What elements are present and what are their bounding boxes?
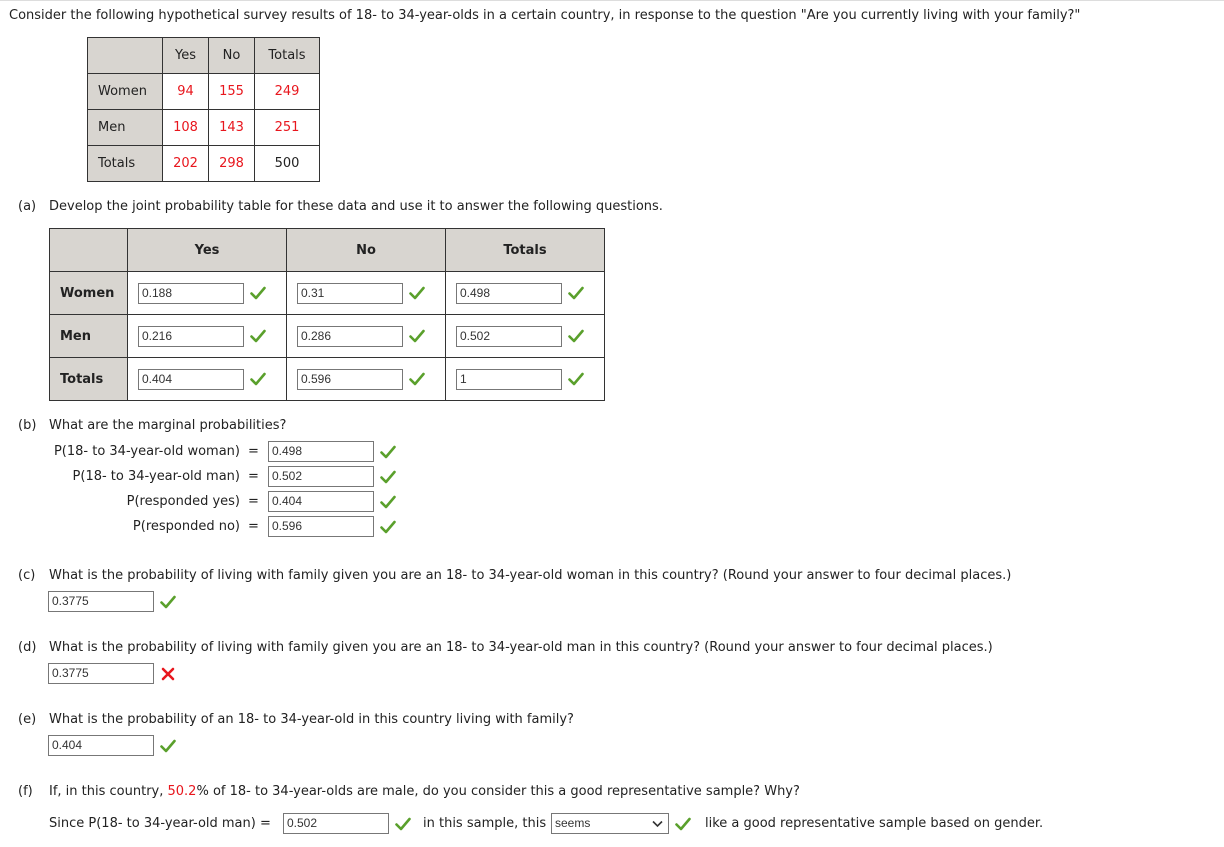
marginal-label-woman bbox=[28, 444, 240, 459]
equals-sign: = bbox=[248, 494, 259, 509]
check-icon bbox=[409, 329, 425, 343]
part-a-question: Develop the joint probability table for these data and use it to answer the following questions. bbox=[49, 199, 663, 214]
marginal-input-yes[interactable]: 0.404 bbox=[268, 491, 374, 512]
check-icon bbox=[409, 372, 425, 386]
marginal-input-man[interactable]: 0.502 bbox=[268, 466, 374, 487]
survey-cell: 94 bbox=[163, 74, 209, 110]
survey-cell: 155 bbox=[209, 74, 255, 110]
equals-sign: = bbox=[248, 469, 259, 484]
joint-row-label: Totals bbox=[50, 358, 128, 401]
survey-header-totals: Totals bbox=[255, 38, 320, 74]
survey-cell: 298 bbox=[209, 146, 255, 182]
table-row bbox=[50, 272, 605, 315]
part-f-question bbox=[49, 784, 800, 799]
joint-input-men-yes[interactable]: 0.216 bbox=[138, 326, 244, 347]
part-f-input[interactable]: 0.502 bbox=[283, 813, 389, 834]
marginal-label-text: P(18- to 34-year-old man) bbox=[72, 469, 240, 484]
survey-cell: 500 bbox=[255, 146, 320, 182]
check-icon bbox=[568, 372, 584, 386]
check-icon bbox=[675, 817, 691, 831]
joint-header-yes: Yes bbox=[128, 229, 287, 272]
part-a-letter: (a) bbox=[18, 199, 37, 214]
part-b-question: What are the marginal probabilities? bbox=[49, 418, 287, 433]
part-f-middle-text: in this sample, this bbox=[423, 816, 547, 831]
equals-sign: = bbox=[248, 444, 259, 459]
table-row bbox=[88, 110, 320, 146]
survey-table bbox=[87, 37, 320, 182]
joint-input-men-total[interactable]: 0.502 bbox=[456, 326, 562, 347]
joint-input-men-no[interactable]: 0.286 bbox=[297, 326, 403, 347]
survey-cell: 143 bbox=[209, 110, 255, 146]
survey-cell: 249 bbox=[255, 74, 320, 110]
survey-cell: 108 bbox=[163, 110, 209, 146]
table-row bbox=[88, 74, 320, 110]
check-icon bbox=[409, 286, 425, 300]
marginal-label-man bbox=[28, 469, 240, 484]
survey-row-label: Women bbox=[88, 74, 163, 110]
check-icon bbox=[380, 520, 396, 534]
check-icon bbox=[380, 495, 396, 509]
part-d-letter: (d) bbox=[18, 640, 37, 655]
joint-input-women-yes[interactable]: 0.188 bbox=[138, 283, 244, 304]
check-icon bbox=[250, 372, 266, 386]
survey-corner bbox=[88, 38, 163, 74]
marginal-input-no[interactable]: 0.596 bbox=[268, 516, 374, 537]
equals-sign: = bbox=[248, 519, 259, 534]
top-divider bbox=[0, 0, 1224, 1]
survey-header-yes: Yes bbox=[163, 38, 209, 74]
part-d-question: What is the probability of living with family given you are an 18- to 34-year-old man in this country? (Round your answer to four decimal places.) bbox=[49, 640, 993, 655]
joint-probability-table bbox=[49, 228, 605, 401]
part-d-input[interactable]: 0.3775 bbox=[48, 663, 154, 684]
part-f-select-value: seems bbox=[555, 816, 591, 830]
part-e-question: What is the probability of an 18- to 34-year-old in this country living with family? bbox=[49, 712, 574, 727]
check-icon bbox=[568, 286, 584, 300]
table-row bbox=[50, 315, 605, 358]
part-b-letter: (b) bbox=[18, 418, 37, 433]
joint-input-women-total[interactable]: 0.498 bbox=[456, 283, 562, 304]
part-f-question-post: % of 18- to 34-year-olds are male, do you consider this a good representative sample? Why? bbox=[196, 784, 800, 799]
marginal-label-text: P(responded yes) bbox=[126, 494, 240, 509]
survey-cell: 202 bbox=[163, 146, 209, 182]
check-icon bbox=[250, 329, 266, 343]
survey-cell: 251 bbox=[255, 110, 320, 146]
joint-header-no: No bbox=[287, 229, 446, 272]
part-f-end-text: like a good representative sample based on gender. bbox=[705, 816, 1044, 831]
joint-row-label: Women bbox=[50, 272, 128, 315]
check-icon bbox=[250, 286, 266, 300]
joint-input-totals-total[interactable]: 1 bbox=[456, 369, 562, 390]
part-e-input[interactable]: 0.404 bbox=[48, 735, 154, 756]
part-c-question: What is the probability of living with family given you are an 18- to 34-year-old woman in this country? (Round your answer to four decimal places.) bbox=[49, 568, 1012, 583]
joint-input-totals-no[interactable]: 0.596 bbox=[297, 369, 403, 390]
part-e-letter: (e) bbox=[18, 712, 37, 727]
check-icon bbox=[568, 329, 584, 343]
joint-input-totals-yes[interactable]: 0.404 bbox=[138, 369, 244, 390]
marginal-label-text: P(responded no) bbox=[132, 519, 240, 534]
part-c-letter: (c) bbox=[18, 568, 36, 583]
part-f-highlight: 50.2 bbox=[167, 784, 197, 799]
table-row bbox=[50, 358, 605, 401]
check-icon bbox=[160, 739, 176, 753]
part-f-since-label: Since P(18- to 34-year-old man) = bbox=[49, 816, 271, 831]
part-f-letter: (f) bbox=[18, 784, 33, 799]
check-icon bbox=[395, 817, 411, 831]
check-icon bbox=[380, 445, 396, 459]
joint-corner bbox=[50, 229, 128, 272]
joint-header-totals: Totals bbox=[446, 229, 605, 272]
survey-header-no: No bbox=[209, 38, 255, 74]
cross-icon bbox=[160, 667, 176, 681]
survey-row-label: Totals bbox=[88, 146, 163, 182]
part-f-question-pre: If, in this country, bbox=[49, 784, 168, 799]
joint-input-women-no[interactable]: 0.31 bbox=[297, 283, 403, 304]
marginal-input-woman[interactable]: 0.498 bbox=[268, 441, 374, 462]
table-row bbox=[88, 146, 320, 182]
part-f-select[interactable] bbox=[551, 813, 669, 834]
marginal-label-no bbox=[28, 519, 240, 534]
chevron-down-icon bbox=[652, 820, 663, 828]
part-c-input[interactable]: 0.3775 bbox=[48, 591, 154, 612]
marginal-label-text: P(18- to 34-year-old woman) bbox=[53, 444, 240, 459]
check-icon bbox=[160, 595, 176, 609]
joint-row-label: Men bbox=[50, 315, 128, 358]
marginal-label-yes bbox=[28, 494, 240, 509]
intro-text: Consider the following hypothetical survey results of 18- to 34-year-olds in a certain country, in response to the question "Are you currently living with your family?" bbox=[9, 8, 1081, 23]
survey-row-label: Men bbox=[88, 110, 163, 146]
check-icon bbox=[380, 470, 396, 484]
